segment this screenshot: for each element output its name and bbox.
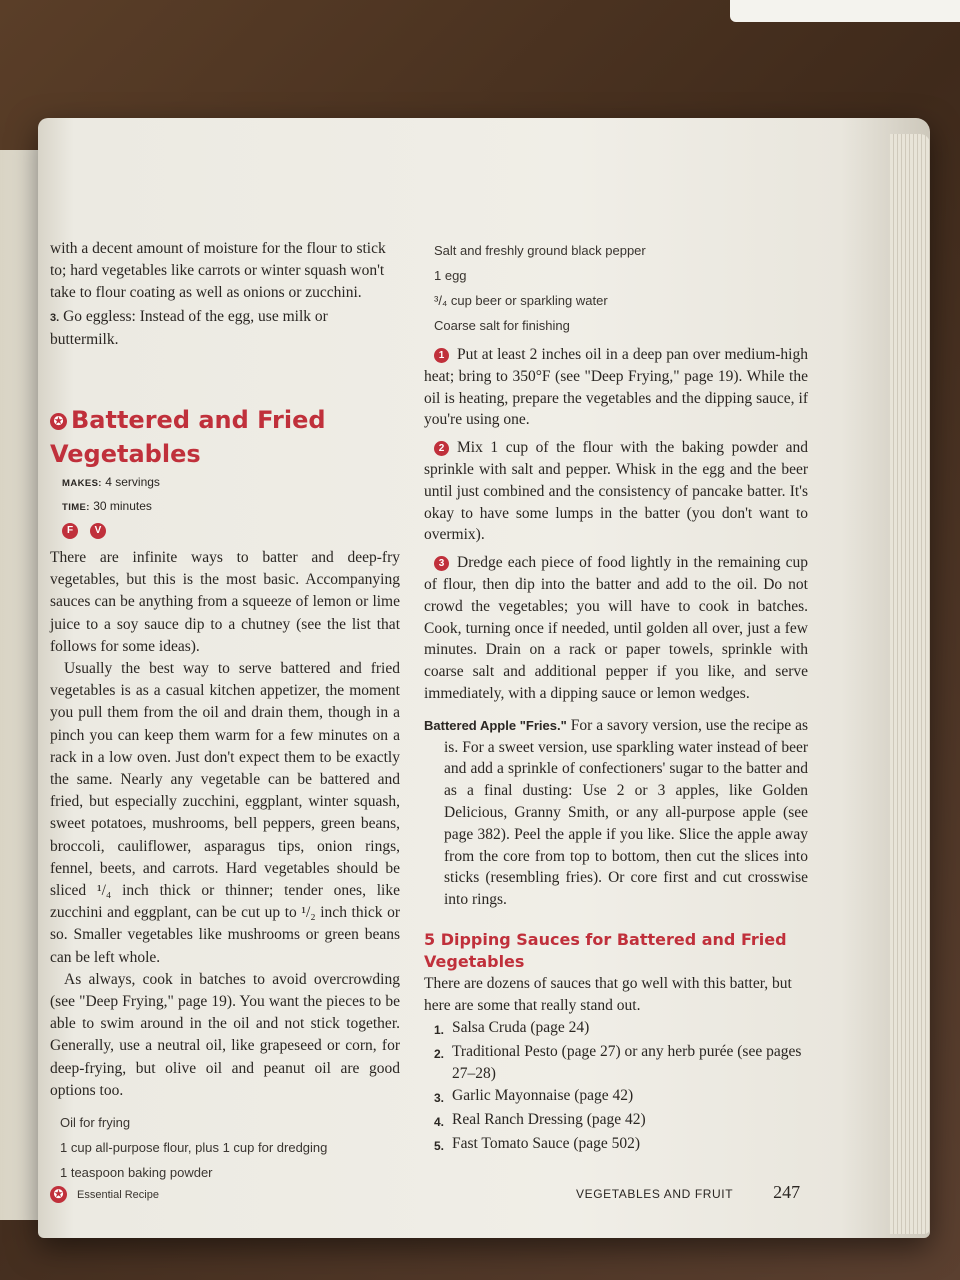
time-label: TIME: xyxy=(62,502,90,513)
recipe-headnote xyxy=(50,547,400,1102)
ingredient-item: 1 egg xyxy=(434,268,467,283)
sauce-item xyxy=(434,1133,808,1157)
running-head: VEGETABLES AND FRUIT xyxy=(576,1187,734,1201)
eggless-tip xyxy=(50,306,400,351)
recipe-step xyxy=(424,552,808,705)
ingredient-item: Coarse salt for finishing xyxy=(434,318,570,333)
left-column xyxy=(50,238,400,1185)
recipe-step xyxy=(424,437,808,546)
sauce-text: Real Ranch Dressing (page 42) xyxy=(452,1110,646,1128)
variation-title: Battered Apple "Fries." xyxy=(424,717,567,733)
recipe-title xyxy=(50,403,400,471)
ingredient-item: Oil for frying xyxy=(60,1115,131,1131)
recipe-step xyxy=(424,344,808,431)
sauce-item xyxy=(434,1041,808,1085)
sauce-item xyxy=(434,1085,808,1109)
recipe-badges xyxy=(62,523,400,539)
sauce-number: 4. xyxy=(434,1114,445,1129)
makes-label: MAKES: xyxy=(62,478,102,489)
sauce-item xyxy=(434,1109,808,1133)
headnote-paragraph: There are infinite ways to batter and deep-fry vegetables, but this is the most basic. Accompanying sauces can be anything from a squeeze of lemon or lime juice to a soy sauce dip to a chutney (see the list that follows for some ideas). xyxy=(50,549,400,655)
recipe-makes xyxy=(62,471,400,495)
sauce-number: 2. xyxy=(434,1046,445,1061)
step-text: Dredge each piece of food lightly in the remaining cup of flour, then dip into the batter and add to the oil. Do not crowd the vegetables; you will have to cook in batches. Cook, turning once if needed, until golden all over, just a few minutes. Drain on a rack or paper towels, sprinkle with coarse salt and additional pepper if you like, and serve immediately, with a dipping sauce or lemon wedges. xyxy=(424,554,808,702)
footer-running-head xyxy=(576,1182,800,1203)
recipe-title-text: Battered and Fried Vegetables xyxy=(50,406,326,468)
recipe-time xyxy=(62,495,400,519)
footer-legend xyxy=(50,1186,159,1203)
ingredient-item: 1 teaspoon baking powder xyxy=(60,1165,213,1181)
essential-star-icon: ✪ xyxy=(50,1186,67,1203)
sauces-title: 5 Dipping Sauces for Battered and Fried Vegetables xyxy=(424,929,787,971)
sauce-item xyxy=(434,1017,808,1041)
ingredient-list-left xyxy=(60,1110,400,1185)
makes-value: 4 servings xyxy=(105,475,160,489)
ingredient-item: 1 cup all-purpose flour, plus 1 cup for dredging xyxy=(60,1140,328,1156)
sauce-text: Garlic Mayonnaise (page 42) xyxy=(452,1086,634,1104)
sauces-intro: There are dozens of sauces that go well with this batter, but here are some that really stand out. xyxy=(424,974,792,1014)
intro-text xyxy=(50,238,400,351)
step-number-icon: 2 xyxy=(434,441,449,456)
legend-text: Essential Recipe xyxy=(77,1188,159,1201)
essential-star-icon: ✪ xyxy=(50,413,67,430)
sauce-text: Salsa Cruda (page 24) xyxy=(452,1018,590,1036)
book-page xyxy=(38,118,930,1238)
sauce-text: Traditional Pesto (page 27) or any herb purée (see pages 27–28) xyxy=(452,1042,802,1082)
intro-paragraph: with a decent amount of moisture for the flour to stick to; hard vegetables like carrots or winter squash won't take to flour coating as well as onions or zucchini. xyxy=(50,240,386,301)
sauce-number: 3. xyxy=(434,1090,445,1105)
sauces-list xyxy=(434,1017,808,1157)
variation-text: For a savory version, use the recipe as is. For a sweet version, use sparkling water instead of beer and add a sprinkle of confectioners' sugar to the batter and as a final dusting: Use 2 or 3 apples, like Golden Delicious, Granny Smith, or any all-purpose apple (see page 382). Peel the apple if you like. Slice the apple away from the core from top to bottom, then cut the slices into sticks (resembling fries). Or core first and cut crosswise into rings. xyxy=(444,716,808,909)
recipe-variation xyxy=(424,715,808,911)
tip-text: Go eggless: Instead of the egg, use milk or buttermilk. xyxy=(50,308,328,348)
step-number-icon: 1 xyxy=(434,348,449,363)
step-number-icon: 3 xyxy=(434,556,449,571)
headnote-paragraph: As always, cook in batches to avoid overcrowding (see "Deep Frying," page 19). You want the pieces to be able to swim around in the oil and not stick together. Generally, use a neutral oil, like grapeseed or corn, for deep-frying, but olive oil and peanut oil are good options too. xyxy=(50,970,400,1099)
sauce-number: 1. xyxy=(434,1022,445,1037)
ingredient-list-right xyxy=(434,238,808,338)
ingredient-item: ³/₄ cup beer or sparkling water xyxy=(434,293,608,308)
step-text: Put at least 2 inches oil in a deep pan over medium-high heat; bring to 350°F (see "Deep Frying," page 19). While the oil is heating, prepare the vegetables and the dipping sauce, if you're using one. xyxy=(424,346,808,429)
headnote-paragraph: Usually the best way to serve battered and fried vegetables is as a casual kitchen appetizer, the moment you pull them from the oil and drain them, though in a pinch you can keep them warm for a few minutes on a rack in a low oven. Just don't expect them to be exactly the same. Nearly any vegetable can be battered and fried, but especially zucchini, eggplant, winter squash, sweet potatoes, mushrooms, bell peppers, green beans, broccoli, cauliflower, asparagus tips, onion rings, fennel, beets, and carrots. Hard vegetables should be sliced ¹/₄ inch thick or thinner; tender ones, like zucchini and eggplant, can be cut up to ¹/₂ inch thick or so. Smaller vegetables like mushrooms or green beans can be left whole. xyxy=(50,660,400,966)
vegetarian-badge: V xyxy=(90,523,106,539)
corner-paper xyxy=(730,0,960,22)
time-value: 30 minutes xyxy=(93,499,152,513)
tip-number: 3. xyxy=(50,312,60,324)
page-number: 247 xyxy=(773,1182,801,1202)
sauce-number: 5. xyxy=(434,1138,445,1153)
step-text: Mix 1 cup of the flour with the baking powder and sprinkle with salt and pepper. Whisk in the egg and the beer until just combined and the consistency of pancake batter. It's okay to have some lumps in the batter (you don't want to overmix). xyxy=(424,439,808,544)
page-stack-edge xyxy=(890,134,930,1234)
sauce-text: Fast Tomato Sauce (page 502) xyxy=(452,1134,641,1152)
right-column xyxy=(424,238,808,1157)
ingredient-item: Salt and freshly ground black pepper xyxy=(434,243,646,258)
fast-badge: F xyxy=(62,523,78,539)
